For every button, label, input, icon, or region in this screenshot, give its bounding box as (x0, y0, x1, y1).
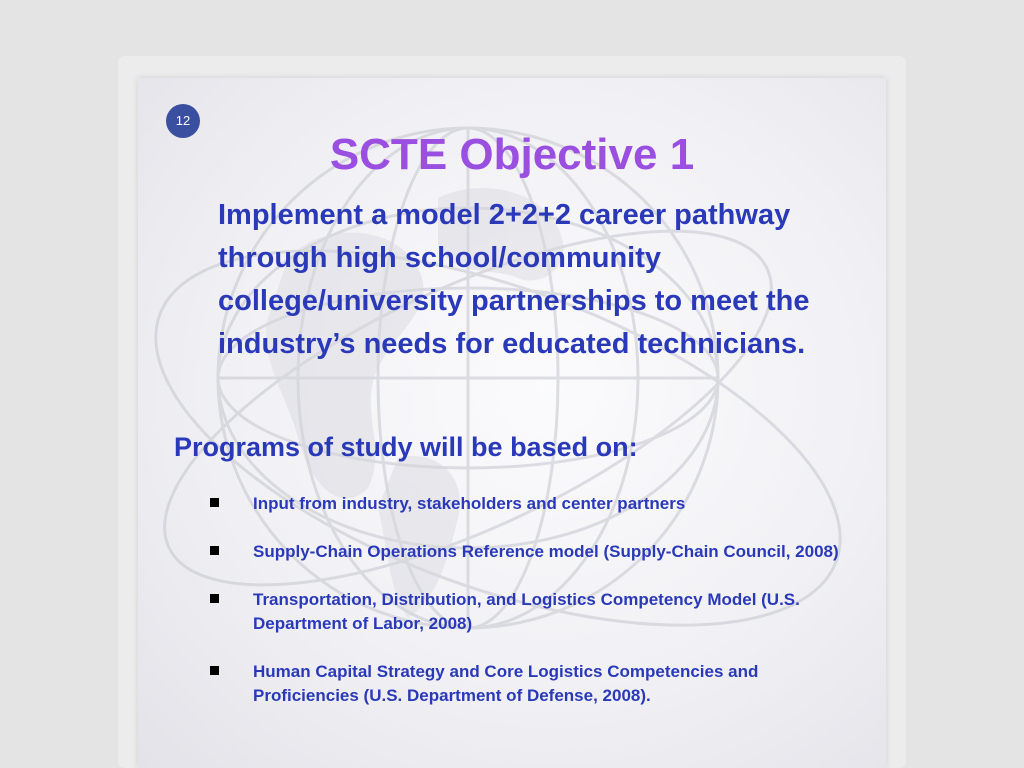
slide-number-badge: 12 (166, 104, 200, 138)
list-item (210, 540, 850, 564)
bullet-text: Input from industry, stakeholders and center partners (253, 494, 686, 513)
square-bullet-icon (210, 546, 219, 555)
programs-subheading: Programs of study will be based on: (174, 432, 638, 462)
list-item (210, 660, 850, 708)
square-bullet-icon (210, 666, 219, 675)
bullet-list (210, 492, 850, 732)
square-bullet-icon (210, 498, 219, 507)
bullet-text: Transportation, Distribution, and Logistics Competency Model (U.S. Department of Labor, 2008) (253, 590, 800, 633)
slide-title: SCTE Objective 1 (329, 130, 695, 179)
bullet-text: Supply-Chain Operations Reference model (Supply-Chain Council, 2008) (253, 542, 839, 561)
list-item (210, 492, 850, 516)
bullet-text: Human Capital Strategy and Core Logistics Competencies and Proficiencies (U.S. Department of Defense, 2008). (253, 662, 759, 705)
square-bullet-icon (210, 594, 219, 603)
slide (138, 78, 886, 768)
objective-statement: Implement a model 2+2+2 career pathway through high school/community college/university partnerships to meet the industry’s needs for educated technicians. (218, 199, 810, 360)
list-item (210, 588, 850, 636)
